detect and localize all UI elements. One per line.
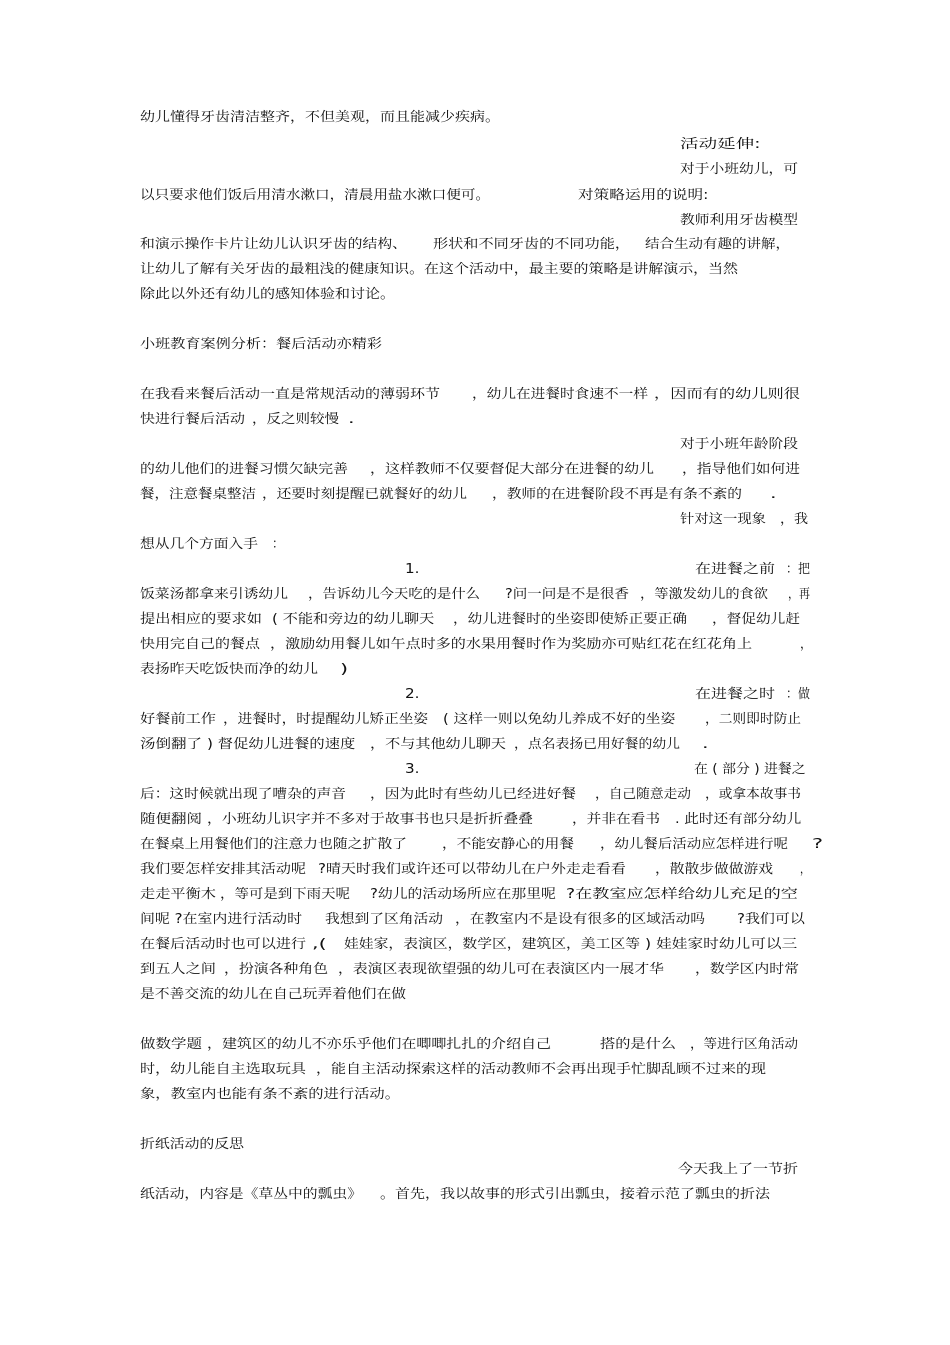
text-line: 象，教室内也能有条不紊的进行活动。 — [140, 1087, 401, 1102]
text-line: 纸活动，内容是《草丛中的瓢虫》 — [140, 1187, 363, 1202]
text-line: 餐，注意餐桌整洁 — [140, 487, 257, 502]
text-line: 在餐桌上用餐他们的注意力也随之扩散了 — [140, 837, 408, 852]
text-line: 形状和不同牙齿的不同功能， — [433, 237, 631, 252]
text-line: ，等激发幼儿的食欲 — [640, 587, 769, 602]
text-line: 折纸活动的反思 — [140, 1137, 245, 1152]
text-line: ?在教室应怎样给幼儿充足的空 — [566, 887, 798, 902]
text-line: ,( — [312, 937, 327, 952]
text-line: 随便翻阅 — [140, 812, 203, 827]
text-line: ? — [812, 837, 824, 852]
text-line: 表扬昨天吃饭快而净的幼儿 — [140, 662, 319, 677]
text-line: ：做 — [786, 687, 811, 702]
text-line: . 此时还有部分幼儿 — [675, 812, 802, 827]
text-line: 结合生动有趣的讲解， — [645, 237, 791, 252]
text-line: 幼儿懂得牙齿清洁整齐，不但美观，而且能减少疾病。 — [140, 110, 501, 125]
text-line: ，表演区表现欲望强的幼儿可在表演区内一展才华 — [338, 962, 665, 977]
text-line: 做数学题 — [140, 1037, 203, 1052]
text-line: ，进餐时，时提醒幼儿矫正坐姿 — [223, 712, 429, 727]
text-line: ，二则即时防止 — [705, 712, 802, 727]
text-line: 好餐前工作 — [140, 712, 217, 727]
text-line: ，数学区内时常 — [695, 962, 800, 977]
text-line: 汤倒翻了 — [140, 737, 203, 752]
text-line: 小班教育案例分析：餐后活动亦精彩 — [140, 337, 383, 352]
text-line: ，能自主活动探索这样的活动教师不会再出现手忙脚乱顾不过来的现 — [316, 1062, 767, 1077]
text-line: ?晴天时我们或许还可以带幼儿在户外走走看看 — [318, 862, 626, 877]
text-line: ) 督促幼儿进餐的速度 — [207, 737, 356, 752]
text-line: ?幼儿的活动场所应在那里呢 — [370, 887, 556, 902]
text-line: 在进餐之前 — [695, 562, 776, 577]
text-line: ，并非在看书 — [572, 812, 661, 827]
text-line: 后：这时候就出现了嘈杂的声音 — [140, 787, 347, 802]
text-line: ，反之则较慢 — [252, 412, 340, 427]
text-line: . — [770, 487, 777, 502]
text-line: ) — [340, 662, 349, 677]
text-line: 在进餐之时 — [695, 687, 776, 702]
text-line: ， — [800, 862, 811, 877]
text-line: ，不与其他幼儿聊天 — [370, 737, 507, 752]
text-line: 3. — [405, 762, 420, 777]
text-line: ，我 — [780, 512, 809, 527]
text-line: 和演示操作卡片让幼儿认识牙齿的结构、 — [140, 237, 408, 252]
text-line: 我想到了区角活动 — [325, 912, 444, 927]
text-line: 快进行餐后活动 — [140, 412, 246, 427]
text-line: 到五人之间 — [140, 962, 217, 977]
text-line: ) 娃娃家时幼儿可以三 — [645, 937, 798, 952]
text-line: ?问一问是不是很香 — [505, 587, 629, 602]
text-line: 以只要求他们饭后用清水漱口，清晨用盐水漱口便可。 — [140, 188, 491, 203]
text-line: 。首先，我以故事的形式引出瓢虫，接着示范了瓢虫的折法 — [380, 1187, 771, 1202]
text-line: ，建筑区的幼儿不亦乐乎他们在唧唧扎扎的介绍自己 — [207, 1037, 552, 1052]
text-line: ，点名表扬已用好餐的幼儿 — [514, 737, 681, 752]
text-line: ，在教室内不是设有很多的区域活动吗 — [455, 912, 706, 927]
text-line: ，扮演各种角色 — [224, 962, 329, 977]
text-line: 在 ( 部分 ) 进餐之 — [694, 762, 806, 777]
text-line: ，督促幼儿赶 — [712, 612, 801, 627]
text-line: 我们要怎样安排其活动呢 — [140, 862, 307, 877]
text-line: ( 不能和旁边的幼儿聊天 — [272, 612, 435, 627]
text-line: 时，幼儿能自主选取玩具 — [140, 1062, 307, 1077]
text-line: 在餐后活动时也可以进行 — [140, 937, 307, 952]
text-line: ，再 — [788, 587, 811, 602]
text-line: ，等可是到下雨天呢 — [220, 887, 351, 902]
text-line: 对于小班年龄阶段 — [680, 437, 799, 452]
text-line: ，或拿本故事书 — [705, 787, 802, 802]
text-line: 快用完自己的餐点 — [140, 637, 261, 652]
text-line: 提出相应的要求如 — [140, 612, 263, 627]
text-line: ，散散步做做游戏 — [655, 862, 774, 877]
text-line: 在我看来餐后活动一直是常规活动的薄弱环节 — [140, 387, 441, 402]
text-line: ， — [800, 637, 813, 652]
text-line: ，小班幼儿识字并不多对于故事书也只是折折叠叠 — [207, 812, 534, 827]
text-line: ： — [272, 537, 285, 552]
text-line: 的幼儿他们的进餐习惯欠缺完善 — [140, 462, 349, 477]
text-line: 除此以外还有幼儿的感知体验和讨论。 — [140, 287, 396, 302]
text-line: 针对这一现象 — [680, 512, 767, 527]
text-line: ，激励幼用餐儿如午点时多的水果用餐时作为奖励亦可贴红花在红花角上 — [270, 637, 753, 652]
text-line: ，自己随意走动 — [595, 787, 692, 802]
text-line: 教师利用牙齿模型 — [680, 213, 799, 228]
text-line: 娃娃家，表演区，数学区，建筑区，美工区等 — [344, 937, 641, 952]
text-line: 饭菜汤都拿来引诱幼儿 — [140, 587, 289, 602]
text-line: ( 这样一则以免幼儿养成不好的坐姿 — [443, 712, 676, 727]
text-line: 间呢 ?在室内进行活动时 — [140, 912, 303, 927]
text-line: ，不能安静心的用餐 — [442, 837, 575, 852]
text-line: 想从几个方面入手 — [140, 537, 259, 552]
text-line: . — [348, 412, 355, 427]
text-line: ，幼儿进餐时的坐姿即使矫正要正确 — [453, 612, 688, 627]
text-line: ，等进行区角活动 — [690, 1037, 799, 1052]
text-line: . — [702, 737, 709, 752]
text-line: 对策略运用的说明: — [578, 188, 709, 203]
text-line: 2. — [405, 687, 420, 702]
text-line: ，因为此时有些幼儿已经进好餐 — [370, 787, 577, 802]
text-line: 对于小班幼儿，可 — [680, 162, 799, 177]
text-line: 今天我上了一节折 — [678, 1162, 799, 1177]
text-line: ，教师的在进餐阶段不再是有条不紊的 — [492, 487, 743, 502]
text-line: 让幼儿了解有关牙齿的最粗浅的健康知识。在这个活动中，最主要的策略是讲解演示，当然 — [140, 262, 739, 277]
text-line: ，告诉幼儿今天吃的是什么 — [308, 587, 481, 602]
text-line: 搭的是什么 — [600, 1037, 677, 1052]
text-line: ，因而有的幼儿则很 — [654, 387, 801, 402]
text-line: ：把 — [786, 562, 811, 577]
text-line: ，还要时刻提醒已就餐好的幼儿 — [262, 487, 468, 502]
text-line: ，指导他们如何进 — [682, 462, 801, 477]
text-line: 1. — [405, 562, 420, 577]
text-line: 是不善交流的幼儿在自己玩弄着他们在做 — [140, 987, 407, 1002]
text-line: ?我们可以 — [737, 912, 805, 927]
text-line: 走走平衡木 — [140, 887, 217, 902]
text-line: ，幼儿餐后活动应怎样进行呢 — [600, 837, 789, 852]
text-line: ，幼儿在进餐时食速不一样 — [472, 387, 649, 402]
text-line: 活动延伸: — [680, 137, 761, 152]
text-line: ，这样教师不仅要督促大部分在进餐的幼儿 — [370, 462, 655, 477]
